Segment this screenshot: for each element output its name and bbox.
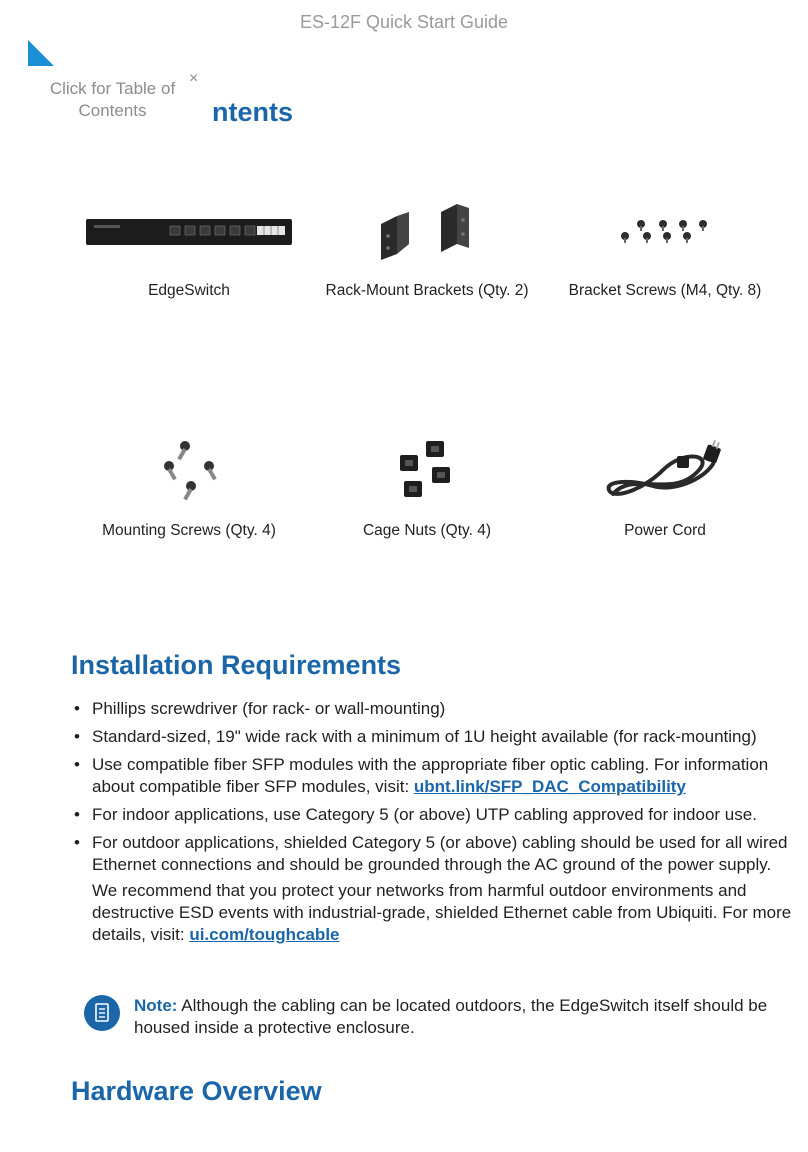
package-item-caption: Power Cord — [624, 522, 706, 539]
package-item-bracket-screws — [540, 182, 790, 300]
corner-tab-icon[interactable] — [28, 40, 56, 68]
bracket-screws-image — [619, 218, 711, 246]
rack-bracket-image — [379, 204, 475, 260]
requirements-list — [71, 698, 801, 952]
power-cord-image — [603, 440, 727, 504]
package-item-caption: Cage Nuts (Qty. 4) — [362, 522, 492, 539]
package-item-mounting-screws — [64, 422, 314, 540]
package-item-caption: Rack-Mount Brackets (Qty. 2) — [325, 282, 529, 299]
package-item-caption: Bracket Screws (M4, Qty. 8) — [568, 282, 762, 299]
package-item-caption: EdgeSwitch — [148, 282, 230, 299]
package-item-caption: Mounting Screws (Qty. 4) — [102, 522, 276, 539]
list-item: • For indoor applications, use Category 5 (or above) UTP cabling approved for indoor use. — [71, 804, 801, 826]
toc-popup-button[interactable]: Click for Table of Contents — [49, 79, 176, 120]
installation-requirements-heading: Installation Requirements — [71, 650, 402, 680]
package-item-edgeswitch — [64, 182, 314, 300]
list-item: • For outdoor applications, shielded Category 5 (or above) cabling should be used for all wired Ethernet connections and should be grounded through the AC ground of the power supply. We recommend that you protect your networks from harmful outdoor environments and destructive ESD events with industrial-grade, shielded Ethernet cable from Ubiquiti. For more details, visit: ui.com/toughcable — [71, 832, 801, 946]
note-label: Note: — [134, 996, 178, 1015]
document-title: ES-12F Quick Start Guide — [299, 12, 509, 32]
list-item: • Phillips screwdriver (for rack- or wall-mounting) — [71, 698, 801, 720]
note-callout — [84, 995, 794, 1039]
close-icon[interactable]: × — [189, 70, 199, 87]
mounting-screws-image — [157, 440, 221, 504]
hardware-overview-heading: Hardware Overview — [71, 1076, 322, 1106]
package-item-cage-nuts — [302, 422, 552, 540]
note-icon — [84, 995, 120, 1031]
package-item-power-cord — [540, 422, 790, 540]
note-text: Note: Although the cabling can be located outdoors, the EdgeSwitch itself should be housed inside a protective enclosure. — [134, 996, 768, 1037]
sfp-compatibility-link[interactable]: ubnt.link/SFP_DAC_Compatibility — [413, 777, 686, 796]
cage-nuts-image — [398, 441, 456, 503]
list-item: • Standard-sized, 19" wide rack with a minimum of 1U height available (for rack-mounting) — [71, 726, 801, 748]
toughcable-link[interactable]: ui.com/toughcable — [189, 925, 340, 944]
list-item: • Use compatible fiber SFP modules with the appropriate fiber optic cabling. For information about compatible fiber SFP modules, visit: ubnt.link/SFP_DAC_Compatibility — [71, 754, 801, 798]
package-contents-heading: ntents — [212, 97, 293, 127]
toughcable-paragraph: We recommend that you protect your networks from harmful outdoor environments and destructive ESD events with industrial-grade, shielded Ethernet cable from Ubiquiti. For more details, visit: ui.com/toughcable — [92, 881, 792, 944]
package-item-brackets — [302, 182, 552, 300]
edgeswitch-image — [86, 217, 292, 247]
